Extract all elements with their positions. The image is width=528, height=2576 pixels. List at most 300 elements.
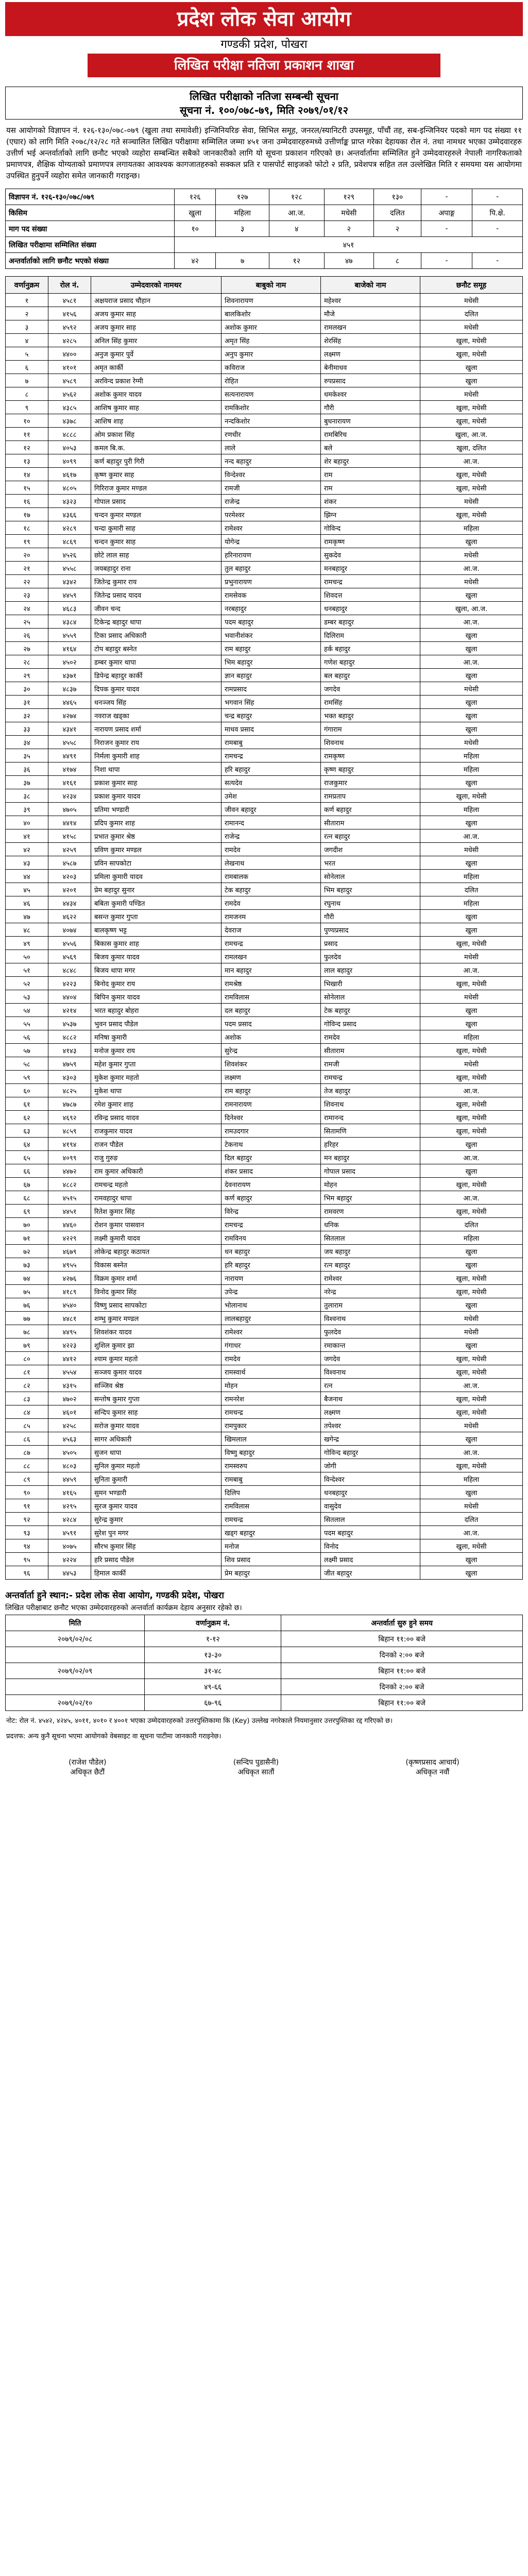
cell-roll: ४२१४ [48, 1004, 91, 1017]
table-row [6, 1178, 523, 1191]
cell-group: मधेसी [420, 736, 523, 749]
schedule-serial-range: ४९-६६ [145, 1679, 281, 1695]
cell-name: बसन्त कुमार गुप्ता [91, 910, 222, 923]
table-row [6, 387, 523, 401]
cell-group: खुला [420, 709, 523, 722]
cell-serial: २ [6, 307, 48, 320]
interview-intro: लिखित परीक्षाबाट छनौट भएका उम्मेदवारहरुको अन्तर्वार्ता कार्यक्रम देहाय अनुसार रहेको छ। [5, 1604, 242, 1612]
cell-father: रामपुकार [222, 1419, 321, 1432]
table-row [6, 374, 523, 387]
cell-name: प्रभात कुमार श्रेष्ठ [91, 829, 222, 843]
cell-father: हरि बहादुर [222, 762, 321, 776]
cell-roll: ४४७२ [48, 1164, 91, 1178]
cell-serial: ५७ [6, 1044, 48, 1057]
cell-father: नन्द बहादुर [222, 454, 321, 468]
cell-father: अमृत सिंह [222, 334, 321, 347]
cell-group: दलित [420, 883, 523, 896]
cell-roll: ४२५८ [48, 1419, 91, 1432]
cell-name: सरोज कुमार यादव [91, 1419, 222, 1432]
cell-name: टिकेन्द्र बहादुर थापा [91, 615, 222, 629]
cell-serial: ४ [6, 334, 48, 347]
cell-father: रामदेव [222, 1352, 321, 1365]
cell-group: खुला, मधेसी [420, 414, 523, 428]
vacancy-posts-row [6, 221, 523, 237]
cell-grandfather: सीताराम [321, 1044, 420, 1057]
cell-father: दिलिप [222, 1486, 321, 1499]
cell-group: खुला, मधेसी [420, 937, 523, 950]
cell-grandfather: शेरसिंह [321, 334, 420, 347]
schedule-row [6, 1663, 523, 1679]
table-row [6, 910, 523, 923]
cell-grandfather: हर्क बहादुर [321, 642, 420, 655]
cell-father: विरेन्द्र [222, 1205, 321, 1218]
table-row [6, 816, 523, 829]
cell-roll: ४२०१ [48, 883, 91, 896]
cell-name: रितेश कुमार सिंह [91, 1205, 222, 1218]
cell-name: राजु गुरुङ [91, 1151, 222, 1164]
cell-serial: ७२ [6, 1245, 48, 1258]
cell-roll: ४१४३ [48, 1044, 91, 1057]
cell-group: दलित [420, 1513, 523, 1526]
cell-group: खुला [420, 588, 523, 602]
cell-serial: १७ [6, 508, 48, 521]
vacancy-posts-label: माग पद संख्या [6, 221, 175, 237]
notice-number: सूचना नं. १००/०७८-७९, मिति २०७९/०१/१२ [180, 104, 348, 116]
cell-name: रमेश कुमार शाह [91, 1097, 222, 1111]
table-row [6, 696, 523, 709]
cell-serial: ४० [6, 816, 48, 829]
cell-roll: ४४५९ [48, 588, 91, 602]
cell-father: उपेन्द्र [222, 1285, 321, 1298]
cell-father: जीवन बहादुर [222, 803, 321, 816]
cell-name: प्रमिला कुमारी यादव [91, 870, 222, 883]
cell-grandfather: गंगाराम [321, 722, 420, 736]
cell-roll: ४२९५ [48, 1499, 91, 1513]
cell-name: रोशन कुमार पासवान [91, 1218, 222, 1231]
vacancy-adv-row [6, 189, 523, 205]
cell-name: टोप बहादुर बस्नेत [91, 642, 222, 655]
cell-serial: २३ [6, 588, 48, 602]
cell-father: योगेन्द्र [222, 535, 321, 548]
cell-group: आ.ज. [420, 1379, 523, 1392]
cell-grandfather: राजकुमार [321, 776, 420, 789]
table-row [6, 789, 523, 803]
cell-father: लाले [222, 441, 321, 454]
cell-serial: ९१ [6, 1499, 48, 1513]
cell-roll: ४३६६ [48, 508, 91, 521]
cell-grandfather: मनबहादुर [321, 562, 420, 575]
cell-serial: ६७ [6, 1178, 48, 1191]
cell-roll: ४१०१ [48, 361, 91, 374]
table-row [6, 762, 523, 776]
cell-father: रामविलास [222, 990, 321, 1004]
cell-grandfather: भरत [321, 856, 420, 870]
cell-group: महिला [420, 1472, 523, 1486]
cell-serial: ६६ [6, 1164, 48, 1178]
cell-roll: ४४०० [48, 347, 91, 361]
results-table [5, 276, 523, 1580]
cell-roll: ४५५८ [48, 736, 91, 749]
cell-group: खुला [420, 1566, 523, 1580]
cell-name: राजन पौडेल [91, 1138, 222, 1151]
vacancy-total-label: लिखित परीक्षामा सम्मिलित संख्या [6, 237, 175, 253]
cell-name: कृष्ण कुमार साह [91, 468, 222, 481]
cell-group: आ.ज. [420, 1151, 523, 1164]
cell-group: आ.ज. [420, 454, 523, 468]
cell-grandfather: भिखारी [321, 977, 420, 990]
table-row [6, 548, 523, 562]
cell-name: हिमाल कार्की [91, 1566, 222, 1580]
branch-title: लिखित परीक्षा नतिजा प्रकाशन शाखा [88, 54, 440, 77]
cell-serial: ६० [6, 1084, 48, 1097]
vacancy-cell: ४ [269, 221, 324, 237]
table-row [6, 1231, 523, 1245]
cell-father: सत्यनारायण [222, 387, 321, 401]
table-row [6, 736, 523, 749]
cell-father: रामचन्द्र [222, 937, 321, 950]
cell-serial: ४७ [6, 910, 48, 923]
table-row [6, 1513, 523, 1526]
cell-father: रामेश्वर [222, 521, 321, 535]
cell-roll: ४८२५ [48, 1084, 91, 1097]
cell-name: चन्दन कुमार मण्डल [91, 508, 222, 521]
cell-name: अनुज कुमार पुर्वे [91, 347, 222, 361]
cell-group: मधेसी [420, 1419, 523, 1432]
cell-grandfather: खगेन्द्र [321, 1432, 420, 1446]
cell-grandfather: डम्बर बहादुर [321, 615, 420, 629]
cell-grandfather: जगदीश [321, 843, 420, 856]
cell-serial: ७७ [6, 1312, 48, 1325]
cell-father: टेकनाथ [222, 1138, 321, 1151]
cell-name: लक्ष्मी कुमारी यादव [91, 1231, 222, 1245]
cell-group: खुला, दलित [420, 441, 523, 454]
cell-father: लालबहादुर [222, 1312, 321, 1325]
col-group: छनौट समूह [420, 277, 523, 294]
cell-father: रामविलास [222, 1499, 321, 1513]
cell-name: प्रविन सापकोटा [91, 856, 222, 870]
table-row [6, 1151, 523, 1164]
cell-serial: ७६ [6, 1298, 48, 1312]
cell-father: रोहित [222, 374, 321, 387]
cell-name: टिका प्रसाद अधिकारी [91, 629, 222, 642]
table-row [6, 1218, 523, 1231]
cell-grandfather: वासुदेव [321, 1499, 420, 1513]
cell-grandfather: गौरी [321, 401, 420, 414]
cell-group: आ.ज. [420, 829, 523, 843]
cell-group: महिला [420, 896, 523, 910]
cell-group: खुला, मधेसी [420, 1539, 523, 1553]
cell-roll: ४५०५ [48, 1446, 91, 1459]
cell-name: धनञ्जय सिंह [91, 696, 222, 709]
cell-roll: ४०९९ [48, 1151, 91, 1164]
table-row [6, 642, 523, 655]
col-grandfather: बाजेको नाम [321, 277, 420, 294]
cell-father: खिमलाल [222, 1432, 321, 1446]
cell-serial: ३२ [6, 709, 48, 722]
cell-grandfather: तेज बहादुर [321, 1084, 420, 1097]
cell-father: पदम प्रसाद [222, 1017, 321, 1030]
vacancy-cell: ४७ [324, 253, 373, 269]
cell-grandfather: कर्ण बहादुर [321, 803, 420, 816]
cell-group: महिला [420, 1231, 523, 1245]
cell-grandfather: विश्वनाथ [321, 1365, 420, 1379]
cell-name: जितेन्द्र कुमार राय [91, 575, 222, 588]
cell-roll: ४८५९ [48, 1124, 91, 1138]
cell-group: खुला [420, 361, 523, 374]
cell-serial: ६१ [6, 1097, 48, 1111]
signatory-title: अधिकृत सातौं [237, 1768, 275, 1776]
cell-father: रामचन्द्र [222, 1513, 321, 1526]
cell-name: भुवन प्रसाद पौडेल [91, 1017, 222, 1030]
cell-roll: ४२२९ [48, 1231, 91, 1245]
table-row [6, 1379, 523, 1392]
cell-serial: २५ [6, 615, 48, 629]
cell-group: मधेसी [420, 294, 523, 307]
col-roll: रोल नं. [48, 277, 91, 294]
notice-page [0, 2, 528, 2576]
cell-roll: ४५९२ [48, 320, 91, 334]
cell-group: खुला, मधेसी [420, 468, 523, 481]
cell-roll: ४२८९ [48, 521, 91, 535]
cell-roll: ४५६९ [48, 950, 91, 963]
vacancy-cell: - [472, 189, 523, 205]
table-row [6, 521, 523, 535]
cell-father: रामचन्द्र [222, 1405, 321, 1419]
cell-name: सुरेन्द्र कुमार [91, 1513, 222, 1526]
cell-serial: ८९ [6, 1472, 48, 1486]
cell-roll: ४२३४ [48, 789, 91, 803]
cell-roll: ४१६४ [48, 642, 91, 655]
cell-serial: २० [6, 548, 48, 562]
cell-roll: ४०५३ [48, 441, 91, 454]
vacancy-cell: - [472, 221, 523, 237]
cell-roll: ४६८३ [48, 602, 91, 615]
cell-roll: ४६९२ [48, 1111, 91, 1124]
cell-father: नरबहादुर [222, 602, 321, 615]
cell-roll: ४५५९ [48, 629, 91, 642]
vacancy-cell: आ.ज. [269, 205, 324, 221]
cell-serial: २२ [6, 575, 48, 588]
cell-serial: ४९ [6, 937, 48, 950]
table-row [6, 1338, 523, 1352]
schedule-header-row [6, 1615, 523, 1631]
cell-father: रामविनय [222, 1231, 321, 1245]
schedule-row [6, 1647, 523, 1663]
vacancy-total-value: ४५१ [175, 237, 523, 253]
table-row [6, 294, 523, 307]
cell-grandfather: गोविन्द [321, 521, 420, 535]
cell-name: मनिषा कुमारी [91, 1030, 222, 1044]
cell-name: बालकृष्ण भट्ट [91, 923, 222, 937]
cell-father: दल बहादुर [222, 1004, 321, 1017]
cell-father: रामचन्द्र [222, 749, 321, 762]
cell-name: प्रदिप कुमार शाह [91, 816, 222, 829]
cell-serial: ५६ [6, 1030, 48, 1044]
cell-name: सुनिता कुमारी [91, 1472, 222, 1486]
cell-name: ओम प्रकाश सिंह [91, 428, 222, 441]
cell-father: सत्यदेव [222, 776, 321, 789]
cell-roll: ४२२४ [48, 1553, 91, 1566]
cell-roll: ४३७८ [48, 414, 91, 428]
table-row [6, 856, 523, 870]
table-row [6, 401, 523, 414]
cell-grandfather: रघुनाथ [321, 896, 420, 910]
cell-grandfather: गोविन्द बहादुर [321, 1446, 420, 1459]
cell-group: खुला, मधेसी [420, 1365, 523, 1379]
cell-group: खुला, मधेसी [420, 1097, 523, 1111]
cell-father: कर्ण बहादुर [222, 1191, 321, 1205]
cell-group: खुला [420, 1486, 523, 1499]
table-row [6, 843, 523, 856]
table-row [6, 977, 523, 990]
cell-serial: ७ [6, 374, 48, 387]
cell-grandfather: जगदेव [321, 1352, 420, 1365]
cell-roll: ४५२६ [48, 548, 91, 562]
cell-grandfather: गणेश बहादुर [321, 655, 420, 669]
vacancy-cell: महिला [216, 205, 269, 221]
cell-group: खुला [420, 1004, 523, 1017]
cell-grandfather: लक्ष्मण [321, 347, 420, 361]
cell-roll: ४४९५ [48, 1325, 91, 1338]
cell-roll: ४०९९ [48, 454, 91, 468]
interview-venue: अन्तर्वार्ता हुने स्थान:- प्रदेश लोक सेवा आयोग, गण्डकी प्रदेश, पोखरा [5, 1590, 224, 1601]
cell-roll: ४३०३ [48, 1071, 91, 1084]
cell-father: ज्ञान बहादुर [222, 669, 321, 682]
cell-serial: ५१ [6, 963, 48, 977]
table-row [6, 508, 523, 521]
cell-serial: १ [6, 294, 48, 307]
cell-group: खुला [420, 856, 523, 870]
cell-group: खुला, मधेसी [420, 1459, 523, 1472]
vacancy-group-label: किसिम [6, 205, 175, 221]
cell-roll: ४४६५ [48, 696, 91, 709]
cell-roll: ४६७९ [48, 1245, 91, 1258]
cell-group: खुला, मधेसी [420, 347, 523, 361]
cell-name: विष्णु प्रसाद सापकोटा [91, 1298, 222, 1312]
cell-name: मनोज कुमार राय [91, 1044, 222, 1057]
cell-father: शिव प्रसाद [222, 1553, 321, 1566]
cell-father: मनोज [222, 1539, 321, 1553]
vacancy-cell: ४२ [175, 253, 216, 269]
cell-roll: ४५६३ [48, 1432, 91, 1446]
cell-serial: ९० [6, 1486, 48, 1499]
table-row [6, 441, 523, 454]
table-row [6, 1298, 523, 1312]
table-row [6, 682, 523, 696]
cell-grandfather: महेश्वर [321, 294, 420, 307]
table-row [6, 1405, 523, 1419]
cell-father: अनुप कुमार [222, 347, 321, 361]
cell-grandfather: शिवनाथ [321, 1097, 420, 1111]
cell-group: मधेसी [420, 320, 523, 334]
cell-name: अजय कुमार साह [91, 307, 222, 320]
table-row [6, 1057, 523, 1071]
schedule-col-date: मिति [6, 1615, 145, 1631]
table-row [6, 495, 523, 508]
cell-roll: ४१६१ [48, 776, 91, 789]
cell-group: खुला [420, 1245, 523, 1258]
cell-grandfather: भिम बहादुर [321, 883, 420, 896]
cell-father: दिनेश्वर [222, 1111, 321, 1124]
cell-father: रामश्रेष्ठ [222, 977, 321, 990]
cell-group: महिला [420, 749, 523, 762]
cell-grandfather: जगदेव [321, 682, 420, 696]
table-row [6, 1084, 523, 1097]
cell-grandfather: टेक बहादुर [321, 1004, 420, 1017]
table-row [6, 1004, 523, 1017]
cell-roll: ४३४१ [48, 722, 91, 736]
table-row [6, 669, 523, 682]
cell-serial: ९४ [6, 1539, 48, 1553]
cell-group: महिला [420, 762, 523, 776]
table-row [6, 307, 523, 320]
schedule-serial-range: ३१-४८ [145, 1663, 281, 1679]
cell-grandfather: रामानन्द [321, 1111, 420, 1124]
table-row [6, 1030, 523, 1044]
cell-serial: ५९ [6, 1071, 48, 1084]
cell-roll: ४१५८ [48, 829, 91, 843]
cell-grandfather: बले [321, 441, 420, 454]
table-row [6, 320, 523, 334]
cell-name: गोपाल प्रसाद [91, 495, 222, 508]
signatory-name: (राजेश पौडेल) [69, 1758, 107, 1767]
cell-grandfather: सितलाल [321, 1231, 420, 1245]
cell-name: सुजन थापा [91, 1446, 222, 1459]
cell-father: राम बहादुर [222, 642, 321, 655]
cell-serial: ७९ [6, 1338, 48, 1352]
cell-serial: ७४ [6, 1272, 48, 1285]
table-row [6, 1472, 523, 1486]
cell-roll: ४२०३ [48, 870, 91, 883]
cell-group: आ.ज. [420, 1446, 523, 1459]
vacancy-table [5, 189, 523, 269]
table-row [6, 1258, 523, 1272]
table-row [6, 1432, 523, 1446]
schedule-date [6, 1647, 145, 1663]
cell-grandfather: विश्वनाथ [321, 1312, 420, 1325]
vacancy-cell: ८ [373, 253, 421, 269]
cell-father: रामेश्वर [222, 1325, 321, 1338]
cell-serial: २१ [6, 562, 48, 575]
cell-grandfather: गोपाल प्रसाद [321, 1164, 420, 1178]
signatory-title: अधिकृत नवौं [415, 1768, 450, 1776]
cell-name: मुकेश कुमार महतो [91, 1071, 222, 1084]
cell-group: खुला [420, 1164, 523, 1178]
cell-father: रामसेवक [222, 588, 321, 602]
cell-father: रामबाबु [222, 736, 321, 749]
signatory-name: (सन्दिप पुडासैनी) [233, 1758, 279, 1767]
cell-father: रामजनम [222, 910, 321, 923]
vacancy-cell: दलित [373, 205, 421, 221]
vacancy-adv-label: विज्ञापन नं. १२६-१३०/०७८/०७९ [6, 189, 175, 205]
table-row [6, 923, 523, 937]
notice-body: यस आयोगको विज्ञापन नं. १२६-१३०/०७८-०७९ (खुला तथा समावेशी) इन्जिनियरिङ सेवा, सिभिल समूह, जनरल/स्यानिटरी उपसमूह, पाँचौं तह, सब-इन्जिनियर पदको माग पद संख्या ११ (एघार) को लागि मिति २०७८/१२/२८ गते सञ्चालित लिखित परीक्षामा सम्मिलित जम्मा ४५१ जना उम्मेदवारहरुमध्ये उत्तीर्णाङ्क प्राप्त गरेका देहायका रोल नं. तथा नामथर भएका उम्मेदवारहरु उत्तीर्ण भई अन्तर्वार्ताको लागि छनौट भएको व्यहोरा सम्बन्धित सबैको जानकारीको लागि यो सूचना प्रकाशन गरिएको छ। अन्तर्वार्तामा सम्मिलित हुने उम्मेदवारहरुले नेपाली नागरिकताको प्रमाणपत्र, शैक्षिक योग्यताको प्रमाणपत्र लगायतका आवश्यक कागजातहरुको सक्कल प्रति र पासपोर्ट साइजको फोटो २ प्रति, प्रवेशपत्र सहित तल उल्लेखित मिति र समयमा यस आयोगमा उपस्थित हुनुपर्ने व्यहोरा समेत जानकारी गराइन्छ। [6, 126, 522, 180]
cell-roll: ४५३७ [48, 1017, 91, 1030]
cell-name: प्रकाश कुमार साह [91, 776, 222, 789]
cell-grandfather: रत्न बहादुर [321, 1258, 420, 1272]
cell-group: खुला, मधेसी [420, 1178, 523, 1191]
signature-block [5, 1757, 523, 1777]
cell-group: खुला, आ.ज. [420, 602, 523, 615]
cell-roll: ४५५८ [48, 562, 91, 575]
cell-roll: ४१९४ [48, 1138, 91, 1151]
cell-roll: ४२७६ [48, 1272, 91, 1285]
cell-serial: ६८ [6, 1191, 48, 1205]
table-row [6, 1459, 523, 1472]
cell-group: खुला [420, 816, 523, 829]
cell-grandfather: रामेश्वर [321, 1272, 420, 1285]
cell-grandfather: विनोद [321, 1539, 420, 1553]
